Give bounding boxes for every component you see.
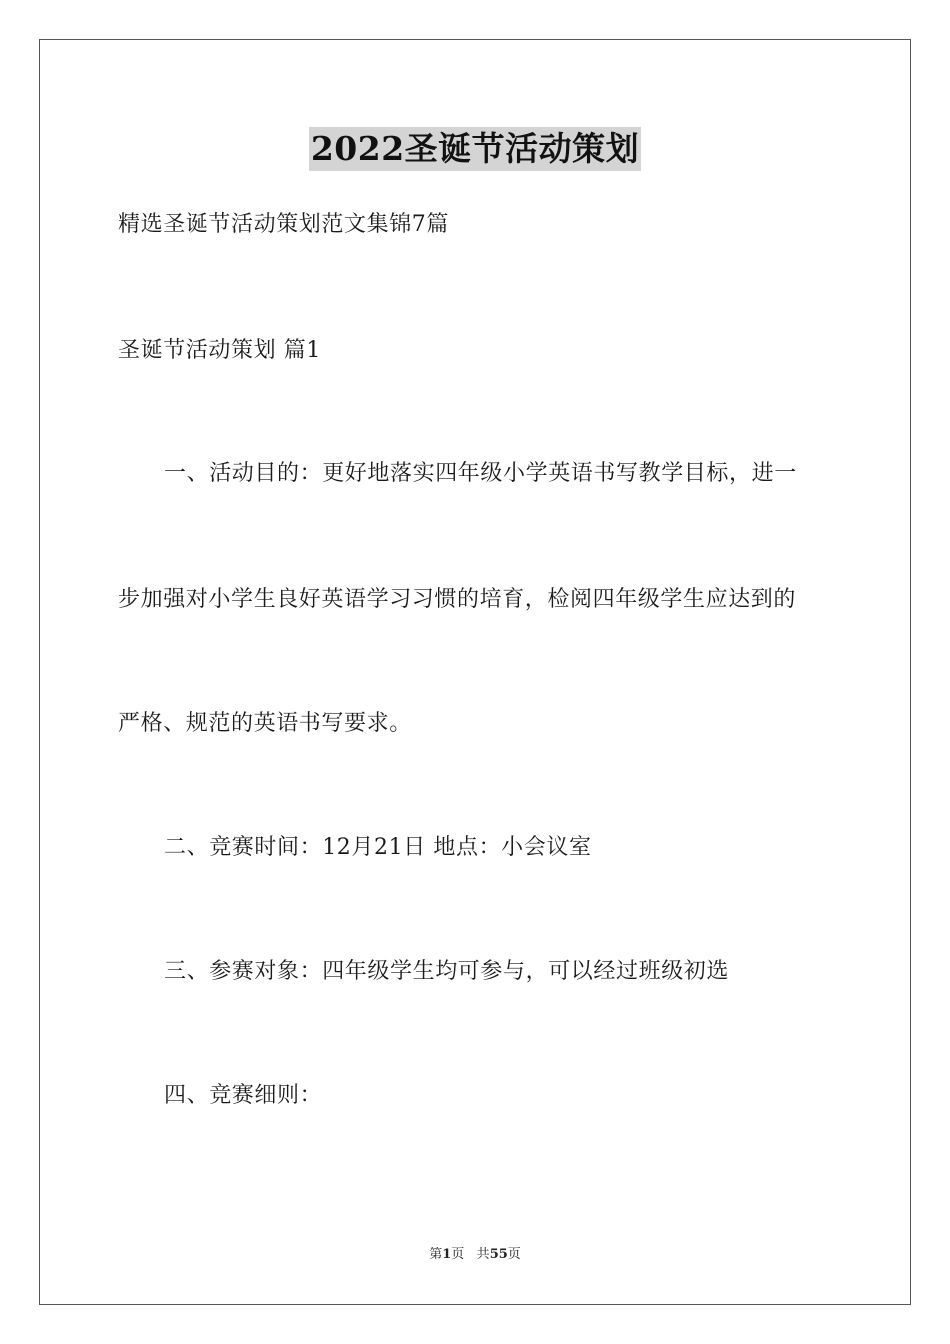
page-number-label: 第1页 [429,1247,465,1262]
total-pages-label: 共55页 [476,1247,521,1262]
paragraph-line-5: 三、参赛对象：四年级学生均可参与，可以经过班级初选 [164,959,730,984]
paragraph-line-3: 严格、规范的英语书写要求。 [118,711,412,736]
paragraph-line-6: 四、竞赛细则： [164,1083,323,1108]
section-heading: 圣诞节活动策划 篇1 [118,338,321,363]
paragraph-line-4: 二、竞赛时间：12月21日 地点：小会议室 [164,835,592,860]
document-subtitle: 精选圣诞节活动策划范文集锦7篇 [118,212,449,237]
paragraph-line-2: 步加强对小学生良好英语学习习惯的培育，检阅四年级学生应达到的 [118,587,797,612]
page-number: 1 [442,1247,452,1262]
paragraph-line-1: 一、活动目的：更好地落实四年级小学英语书写教学目标，进一 [164,461,797,486]
page-footer [0,1246,950,1264]
total-pages: 55 [489,1247,508,1262]
document-title-text: 2022圣诞节活动策划 [309,127,641,171]
document-title [0,127,950,171]
